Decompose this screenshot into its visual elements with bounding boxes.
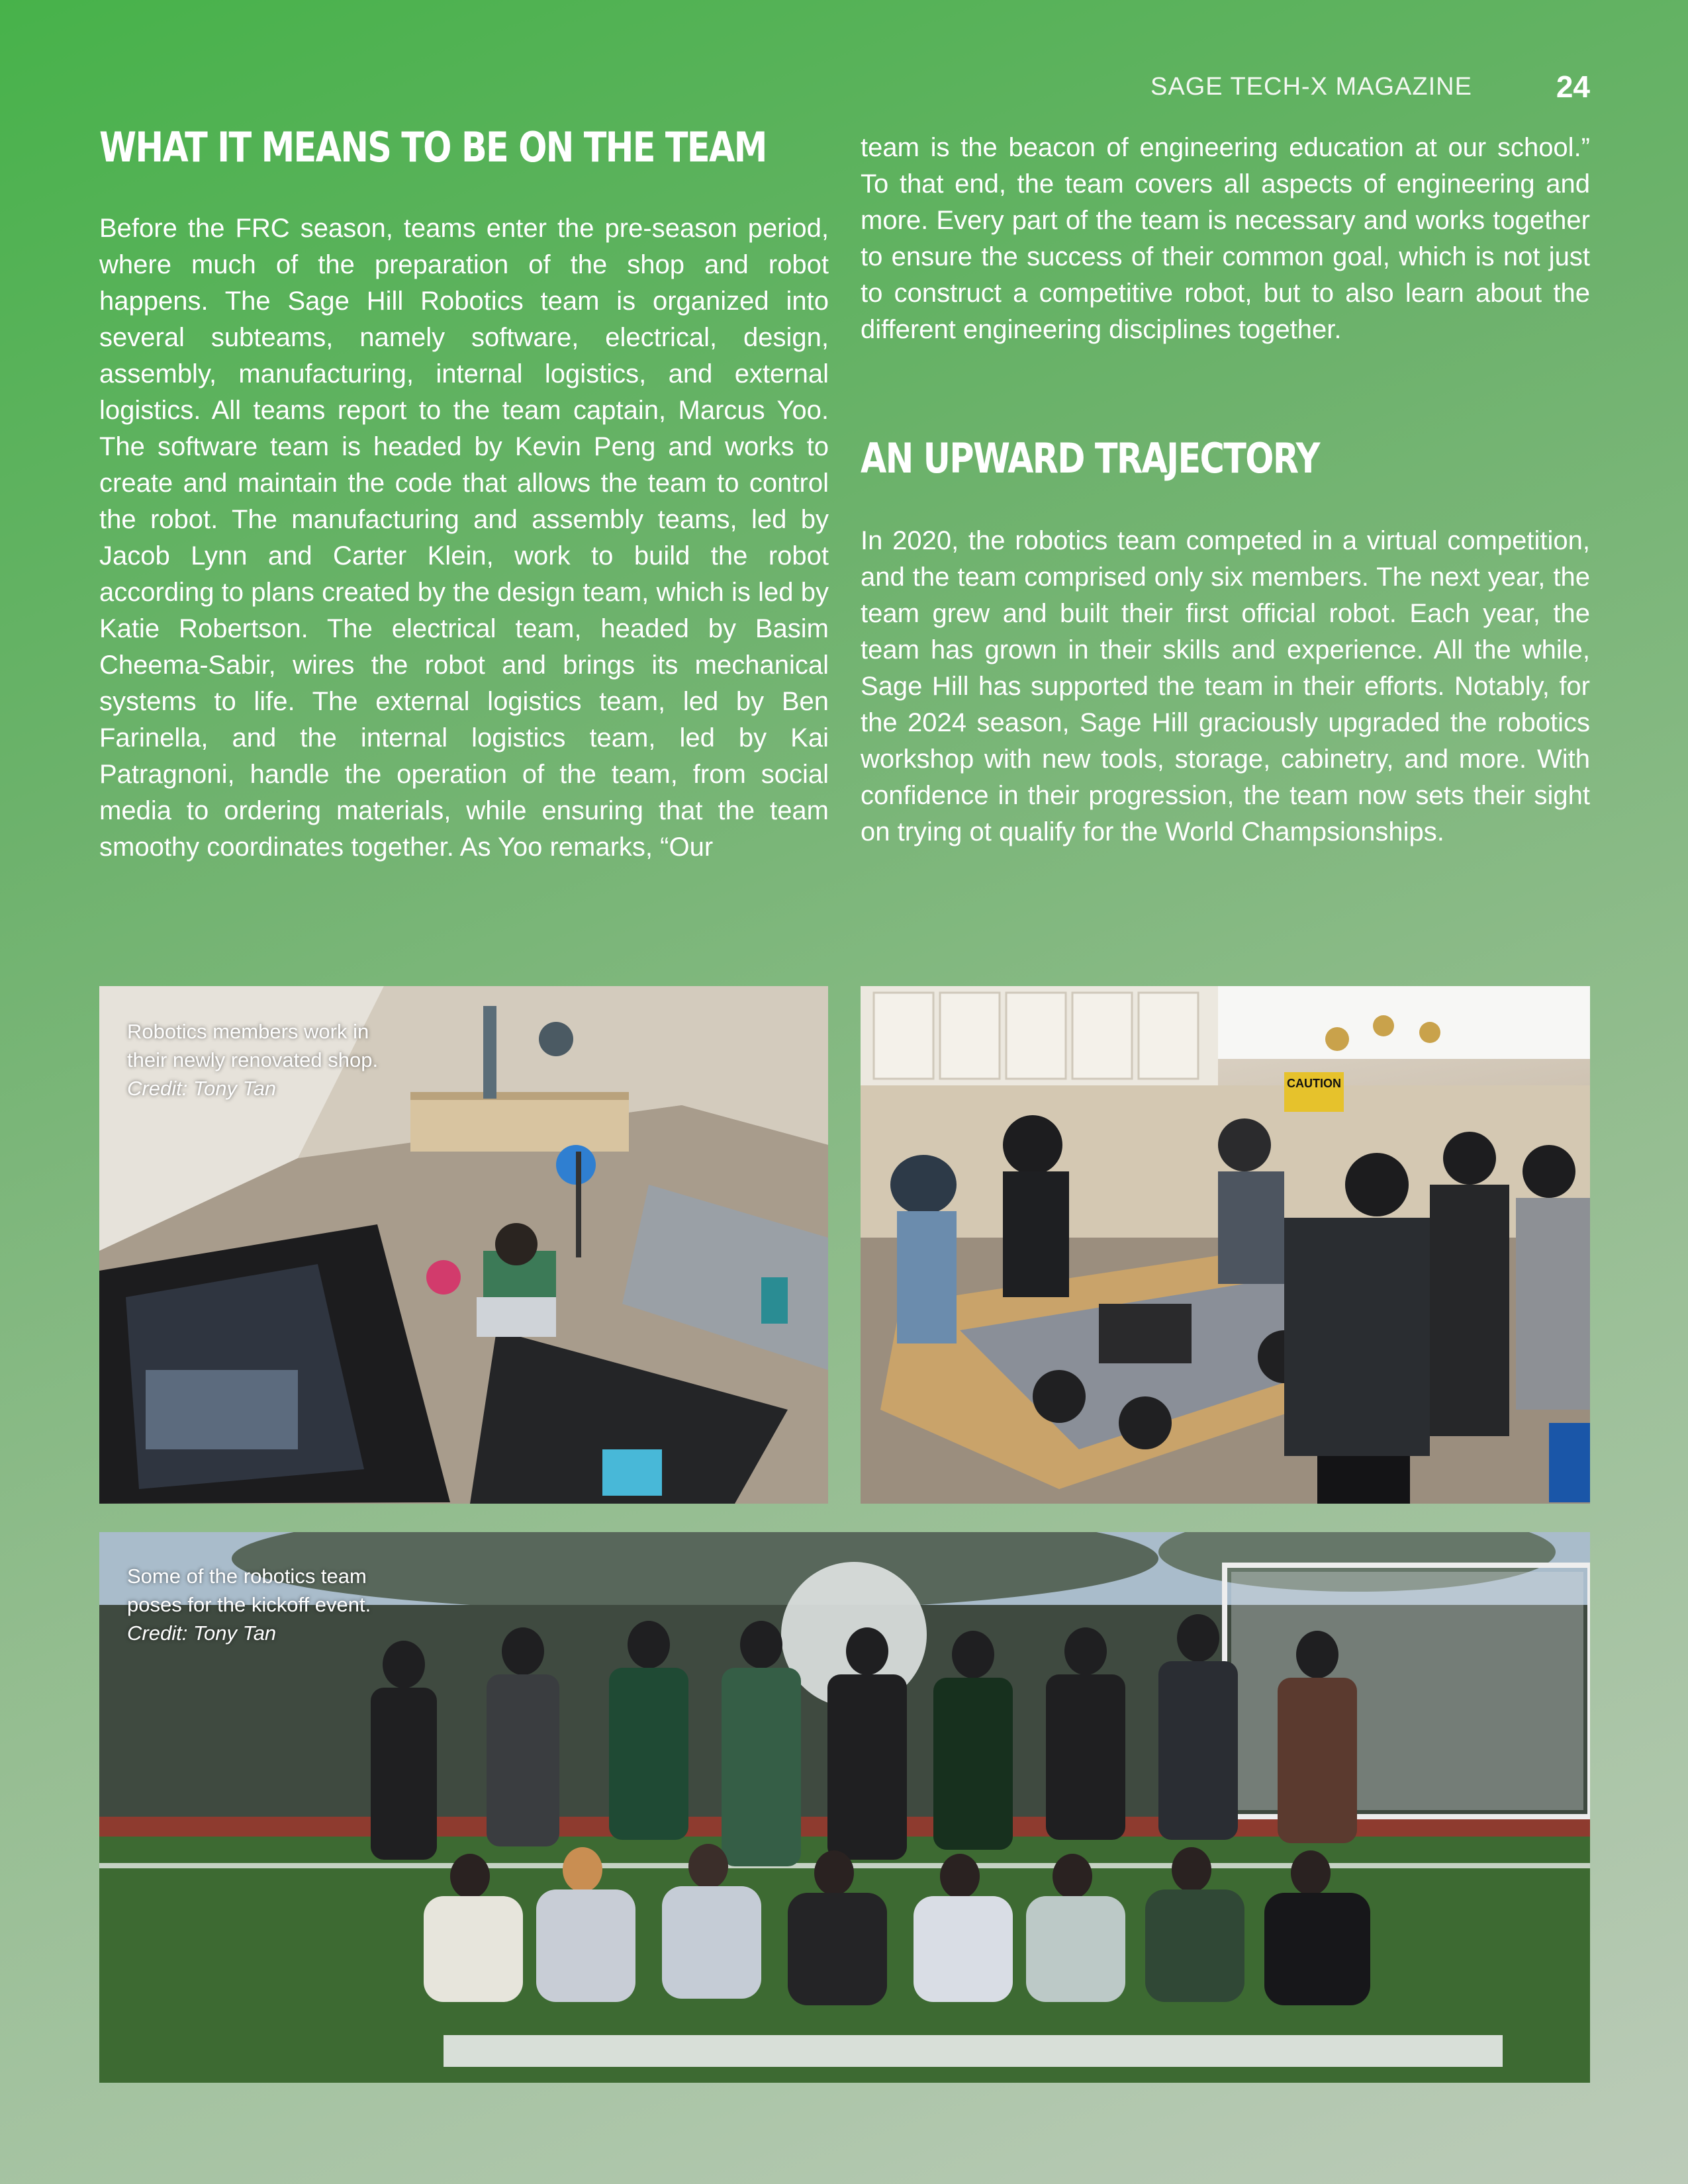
photo-workbench (861, 986, 1590, 1504)
magazine-name: SAGE TECH-X MAGAZINE (1150, 73, 1472, 101)
photo-credit: Credit: Tony Tan (127, 1077, 277, 1100)
article-body-trajectory: In 2020, the robotics team competed in a virtual competition, and the team comprised only six members. The next year, the team grew and built their first official robot. Each year, the team has grown in their skills and experience. All the while, Sage Hill has supported the team in their efforts. Notably, for the 2024 season, Sage Hill graciously upgraded the robotics workshop with new tools, storage, cabinetry, and more. With confidence in their progression, the team now sets their sight on trying ot qualify for the World Champsionships. (861, 526, 1590, 846)
caution-sign: CAUTION (1287, 1076, 1341, 1090)
photo-shop-caption (127, 1017, 378, 1103)
caption-line: Some of the robotics team (127, 1565, 367, 1588)
article-body-continued: team is the beacon of engineering education at our school.” To that end, the team covers all aspects of engineering and more. Every part of the team is necessary and works together to ensure the success of their common goal, which is not just to construct a competitive robot, but to also learn about the different engineering disciplines together. (861, 133, 1590, 344)
caption-line: Robotics members work in (127, 1020, 369, 1043)
photo-team-caption (127, 1562, 371, 1647)
section-heading-trajectory: AN UPWARD TRAJECTORY (861, 434, 1319, 482)
section-heading-team: WHAT IT MEANS TO BE ON THE TEAM (99, 123, 767, 171)
caption-line: poses for the kickoff event. (127, 1593, 371, 1616)
page-number: 24 (1556, 69, 1590, 104)
article-body-column-1: Before the FRC season, teams enter the pre-season period, where much of the preparation of the shop and robot happens. The Sage Hill Robotics team is organized into several subteams, namely software, electrical, design, assembly, manufacturing, internal logistics, and external logistics. All teams report to the team captain, Marcus Yoo. The software team is headed by Kevin Peng and works to create and maintain the code that allows the team to control the robot. The manufacturing and assembly teams, led by Jacob Lynn and Carter Klein, work to build the robot according to plans created by the design team, which is led by Katie Robertson. The electrical team, headed by Basim Cheema-Sabir, wires the robot and brings its mechanical systems to life. The external logistics team, led by Ben Farinella, and the internal logistics team, led by Kai Patragnoni, handle the operation of the team, from social media to ordering materials, while ensuring that the team smoothy coordinates together. As Yoo remarks, “Our (99, 214, 829, 862)
photo-credit: Credit: Tony Tan (127, 1621, 277, 1645)
caption-line: their newly renovated shop. (127, 1048, 379, 1071)
